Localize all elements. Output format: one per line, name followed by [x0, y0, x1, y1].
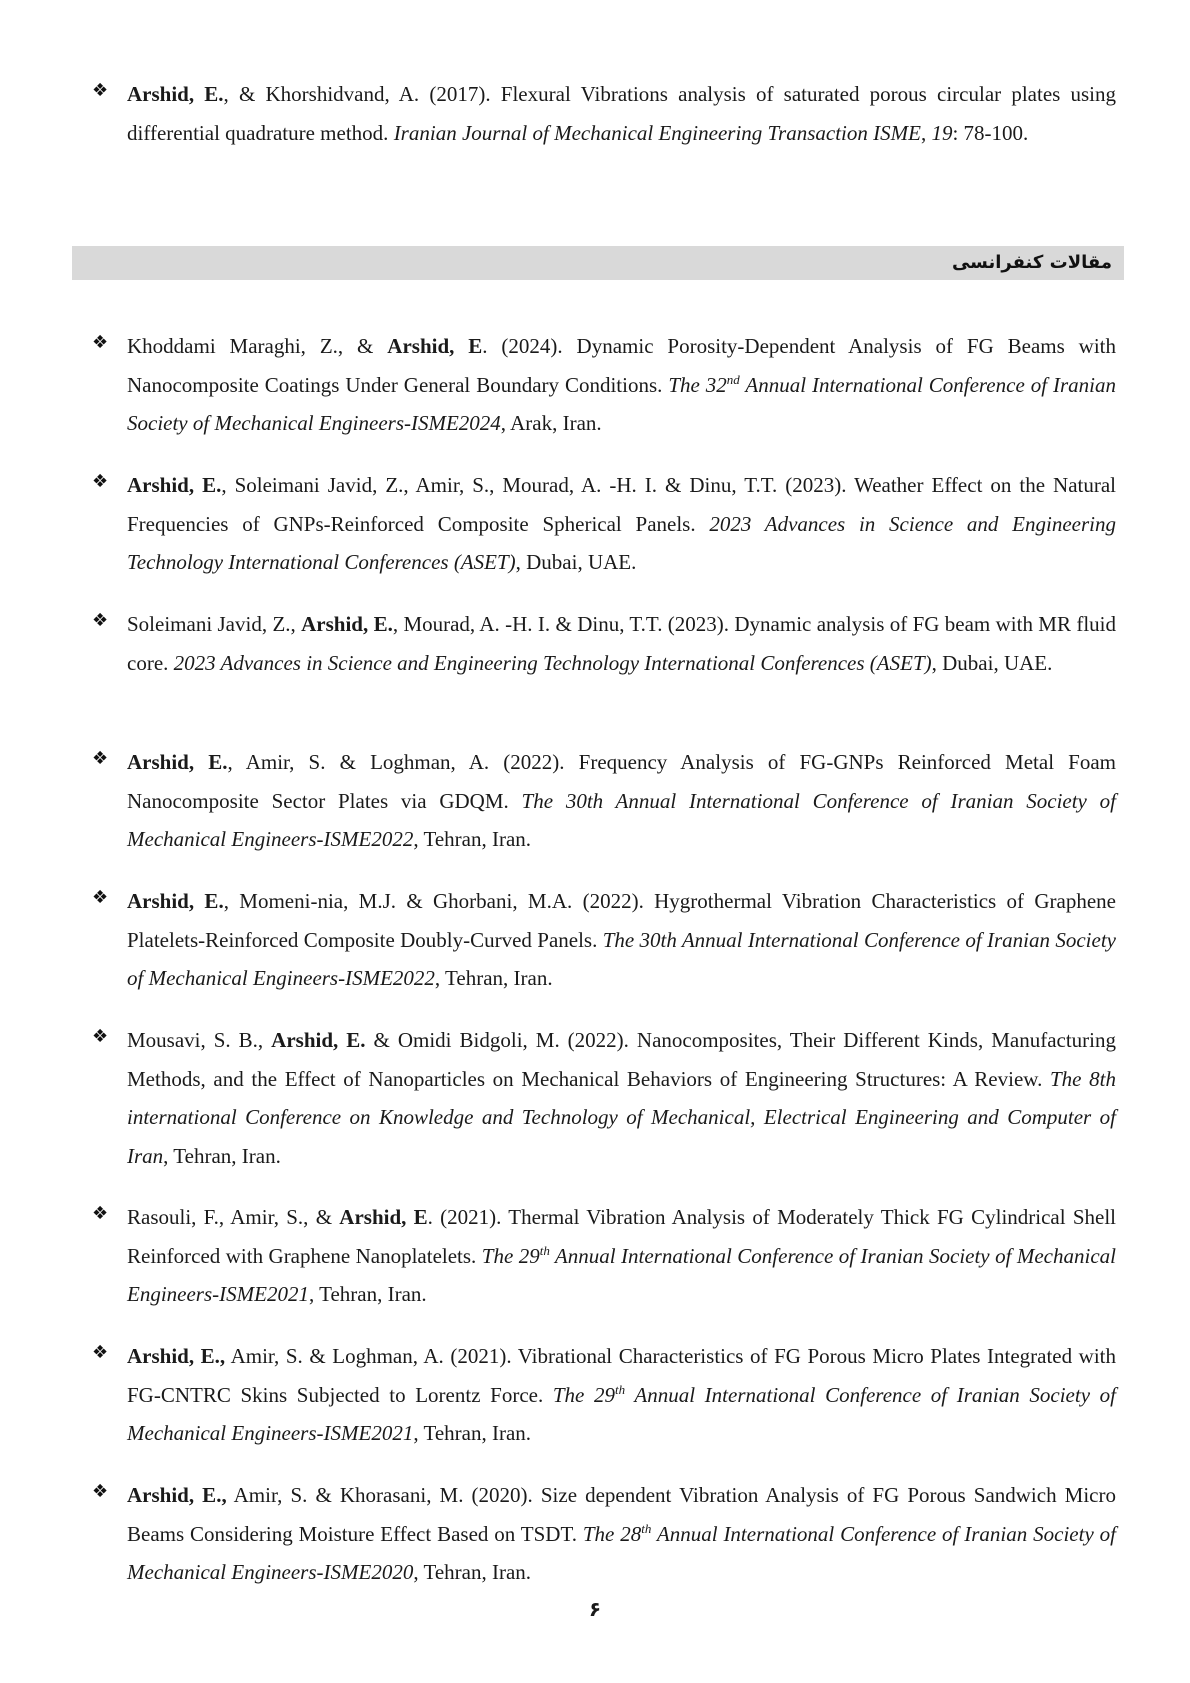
citation-text: Khoddami Maraghi, Z., & Arshid, E. (2024). Dynamic Porosity-Dependent Analysis of FG Beams with Nanocomposite Coatings Under General Boundary Conditions. The 32nd Annual International Conference of Iranian Society of Mechanical Engineers-ISME2024, Arak, Iran.	[127, 334, 1116, 435]
citation-text: Rasouli, F., Amir, S., & Arshid, E. (2021). Thermal Vibration Analysis of Moderately Thick FG Cylindrical Shell Reinforced with Graphene Nanoplatelets. The 29th Annual International Conference of Iranian Society of Mechanical Engineers-ISME2021, Tehran, Iran.	[127, 1205, 1117, 1306]
diamond-bullet-icon: ❖	[92, 1026, 109, 1047]
diamond-bullet-icon: ❖	[92, 471, 109, 492]
journal-entry	[92, 75, 1116, 152]
diamond-bullet-icon: ❖	[92, 1342, 109, 1363]
conference-entry	[92, 1021, 1116, 1175]
journal-name: Iranian Journal of Mechanical Engineering Transaction ISME	[393, 120, 921, 145]
section-header	[72, 246, 1124, 280]
conference-entry	[92, 327, 1116, 443]
diamond-bullet-icon: ❖	[92, 887, 109, 908]
conference-name: The 8th international Conference on Knowledge and Technology of Mechanical, Electrical Engineering and Computer of Iran	[127, 1066, 1116, 1168]
conference-name: The 29th Annual International Conference of Iranian Society of Mechanical Engineers-ISME2021	[127, 1242, 1116, 1306]
diamond-bullet-icon: ❖	[92, 80, 109, 101]
citation-text: Arshid, E., Amir, S. & Loghman, A. (2022). Frequency Analysis of FG-GNPs Reinforced Metal Foam Nanocomposite Sector Plates via GDQM. The 30th Annual International Conference of Iranian Society of Mechanical Engineers-ISME2022, Tehran, Iran.	[127, 750, 1116, 851]
author-highlight: Arshid, E.	[127, 473, 222, 497]
citation-text: Arshid, E., & Khorshidvand, A. (2017). Flexural Vibrations analysis of saturated porous circular plates using differential quadrature method. Iranian Journal of Mechanical Engineering Transaction ISME, 19: 78-100.	[127, 82, 1116, 145]
author-highlight: Arshid, E.	[127, 82, 224, 106]
diamond-bullet-icon: ❖	[92, 1203, 109, 1224]
author-highlight: Arshid, E.	[127, 750, 228, 774]
citation-text: Arshid, E., Amir, S. & Khorasani, M. (2020). Size dependent Vibration Analysis of FG Porous Sandwich Micro Beams Considering Moisture Effect Based on TSDT. The 28th Annual International Conference of Iranian Society of Mechanical Engineers-ISME2020, Tehran, Iran.	[127, 1483, 1116, 1584]
diamond-bullet-icon: ❖	[92, 332, 109, 353]
journal-volume: 19	[931, 120, 953, 145]
conference-name: 2023 Advances in Science and Engineering Technology International Conferences (ASET)	[173, 650, 932, 675]
page-number: ۶	[588, 1597, 602, 1621]
conference-entry	[92, 882, 1116, 998]
conference-name: The 28th Annual International Conference of Iranian Society of Mechanical Engineers-ISME2020	[127, 1520, 1116, 1584]
citation-text: Soleimani Javid, Z., Arshid, E., Mourad, A. -H. I. & Dinu, T.T. (2023). Dynamic analysis of FG beam with MR fluid core. 2023 Advances in Science and Engineering Technology International Conferences (ASET), Dubai, UAE.	[127, 612, 1116, 675]
conference-name: The 30th Annual International Conference of Iranian Society of Mechanical Engineers-ISME2022	[127, 927, 1116, 990]
diamond-bullet-icon: ❖	[92, 748, 109, 769]
diamond-bullet-icon: ❖	[92, 1481, 109, 1502]
citation-text: Mousavi, S. B., Arshid, E. & Omidi Bidgoli, M. (2022). Nanocomposites, Their Different Kinds, Manufacturing Methods, and the Effect of Nanoparticles on Mechanical Behaviors of Engineering Structures: A Review. The 8th international Conference on Knowledge and Technology of Mechanical, Electrical Engineering and Computer of Iran, Tehran, Iran.	[127, 1028, 1116, 1168]
section-title: مقالات کنفرانسی	[951, 252, 1112, 273]
author-highlight: Arshid, E.,	[127, 1483, 227, 1507]
diamond-bullet-icon: ❖	[92, 610, 109, 631]
conference-name: The 29th Annual International Conference of Iranian Society of Mechanical Engineers-ISME2021	[127, 1381, 1116, 1445]
author-highlight: Arshid, E	[387, 334, 483, 358]
author-highlight: Arshid, E.	[271, 1028, 366, 1052]
conference-entry	[92, 1337, 1116, 1453]
citation-text: Arshid, E., Soleimani Javid, Z., Amir, S., Mourad, A. -H. I. & Dinu, T.T. (2023). Weather Effect on the Natural Frequencies of GNPs-Reinforced Composite Spherical Panels. 2023 Advances in Science and Engineering Technology International Conferences (ASET), Dubai, UAE.	[127, 473, 1117, 574]
author-highlight: Arshid, E.,	[127, 1344, 226, 1368]
conference-entry	[92, 466, 1116, 582]
conference-entry	[92, 605, 1116, 682]
author-highlight: Arshid, E.	[127, 889, 224, 913]
citation-text: Arshid, E., Momeni-nia, M.J. & Ghorbani, M.A. (2022). Hygrothermal Vibration Characteristics of Graphene Platelets-Reinforced Composite Doubly-Curved Panels. The 30th Annual International Conference of Iranian Society of Mechanical Engineers-ISME2022, Tehran, Iran.	[127, 889, 1117, 990]
conference-name: 2023 Advances in Science and Engineering Technology International Conferences (ASET)	[127, 511, 1116, 574]
conference-name: The 30th Annual International Conference of Iranian Society of Mechanical Engineers-ISME2022	[127, 788, 1116, 851]
conference-entry	[92, 1198, 1116, 1314]
citation-text: Arshid, E., Amir, S. & Loghman, A. (2021). Vibrational Characteristics of FG Porous Micro Plates Integrated with FG-CNTRC Skins Subjected to Lorentz Force. The 29th Annual International Conference of Iranian Society of Mechanical Engineers-ISME2021, Tehran, Iran.	[127, 1344, 1116, 1445]
author-highlight: Arshid, E.	[301, 612, 393, 636]
conference-entry	[92, 743, 1116, 859]
conference-name: The 32nd Annual International Conference of Iranian Society of Mechanical Engineers-ISME2024	[127, 371, 1116, 435]
author-highlight: Arshid, E	[339, 1205, 428, 1229]
conference-entry	[92, 1476, 1116, 1592]
